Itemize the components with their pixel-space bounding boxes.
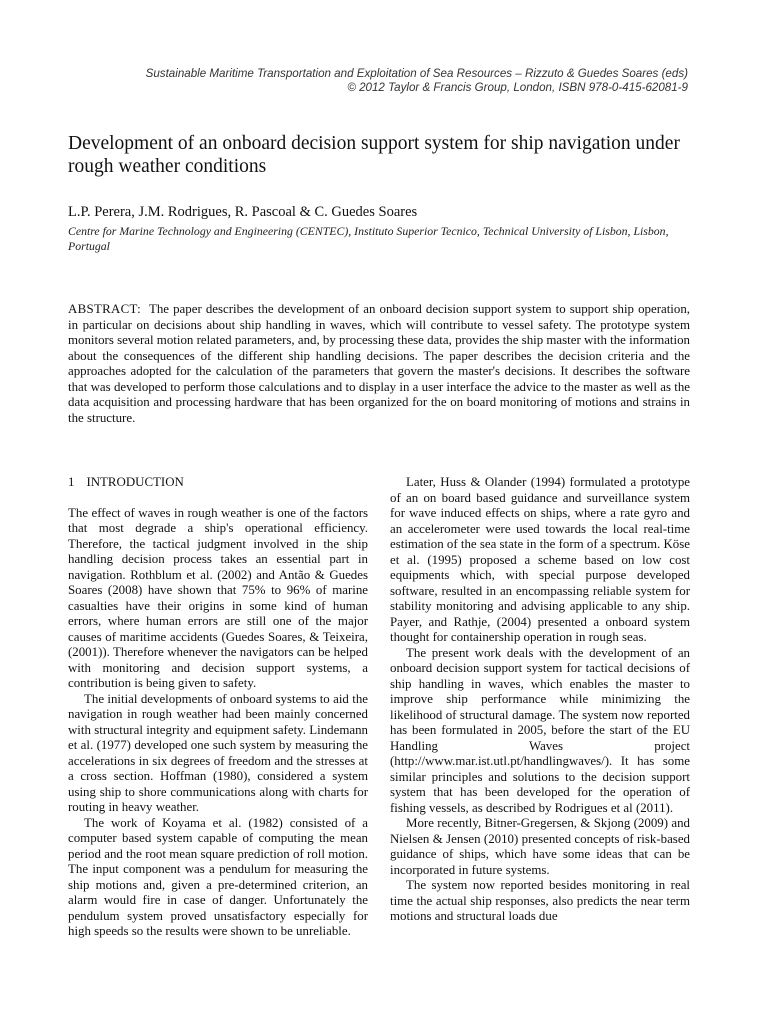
paragraph: The initial developments of onboard systems to aid the navigation in rough weather had been mainly concerned with structural integrity and equipment safety. Lindemann et al. (1977) developed one such system by measuring the accelerations in six degrees of freedom and the stresses at a cross section. Hoffman (1980), considered a system using ship to shore communications along with charts for routing in heavy weather. — [68, 691, 368, 814]
right-column — [390, 475, 690, 925]
abstract — [68, 302, 690, 426]
paragraph: The effect of waves in rough weather is one of the factors that most degrade a ship's operational efficiency. Therefore, the tactical judgment involved in the ship handling decision process takes an essential part in navigation. Rothblum et al. (2002) and Antão & Guedes Soares (2008) have shown that 75% to 96% of marine casualties have their origins in some kind of human errors, where human errors are still one of the major causes of maritime accidents (Guedes Soares, & Teixeira, (2001)). Therefore whenever the navigators can be helped with monitoring and decision support systems, a contribution is being given to safety. — [68, 505, 368, 690]
paper-authors: L.P. Perera, J.M. Rodrigues, R. Pascoal & C. Guedes Soares — [68, 204, 418, 220]
running-header-line-2: © 2012 Taylor & Francis Group, London, ISBN 978-0-415-62081-9 — [347, 81, 688, 94]
section-title: INTRODUCTION — [86, 475, 184, 489]
author-affiliation: Centre for Marine Technology and Engineering (CENTEC), Instituto Superior Tecnico, Technical University of Lisbon, Lisbon, Portugal — [68, 224, 669, 253]
paper-title: Development of an onboard decision support system for ship navigation under rough weather conditions — [68, 133, 680, 177]
paragraph: Later, Huss & Olander (1994) formulated a prototype of an on board based guidance and surveillance system for wave induced effects on ships, where a rate gyro and an accelerometer were used towards the local real-time estimation of the sea state in the form of a spectrum. Köse et al. (1995) proposed a scheme based on low cost equipments which, with special purpose developed software, resulted in an encompassing reliable system for stability monitoring and advising applicable to any ship. Payer, and Rathje, (2004) presented a onboard system thought for containership operation in rough seas. — [390, 475, 690, 644]
paragraph: The present work deals with the development of an onboard decision support system for tactical decisions of ship handling in waves, which enables the master to improve ship performance while minimizing the likelihood of structural damage. The system now reported has been formulated in 2005, before the start of the EU Handling Waves project (http://www.mar.ist.utl.pt/handlingwaves/). It has some similar principles and solutions to the decision support system that has been developed for the operation of fishing vessels, as described by Rodrigues et al (2011). — [390, 645, 690, 815]
section-heading — [68, 475, 368, 491]
abstract-label: ABSTRACT: — [68, 302, 141, 316]
paragraph: The system now reported besides monitoring in real time the actual ship responses, also predicts the near term motions and structural loads due — [390, 878, 690, 923]
running-header-line-1: Sustainable Maritime Transportation and Exploitation of Sea Resources – Rizzuto & Guedes Soares (eds) — [145, 67, 688, 80]
left-column — [68, 475, 368, 940]
section-number: 1 — [68, 475, 75, 489]
abstract-text: The paper describes the development of an onboard decision support system to support ship operation, in particular on decisions about ship handling in waves, which will contribute to vessel safety. The prototype system monitors several motion related parameters, and, by processing these data, provides the ship master with the information about the consequences of the different ship handling decisions. The paper describes the decision criteria and the approaches adopted for the calculation of the parameters that govern the master's decisions. It describes the software that was developed to perform those calculations and to display in a user interface the advice to the master as well as the data acquisition and processing hardware that has been organized for the on board monitoring of motions and strains in the structure. — [68, 302, 690, 425]
paragraph: The work of Koyama et al. (1982) consisted of a computer based system capable of computing the mean period and the root mean square prediction of roll motion. The input component was a pendulum for measuring the ship motions and, given a pre-determined criterion, an alarm would fire in case of danger. Unfortunately the pendulum system proved unsatisfactory especially for high speeds so the results were shown to be unreliable. — [68, 815, 368, 938]
paragraph: More recently, Bitner-Gregersen, & Skjong (2009) and Nielsen & Jensen (2010) presented concepts of risk-based guidance of ships, which have some ideas that can be incorporated in future systems. — [390, 816, 690, 877]
